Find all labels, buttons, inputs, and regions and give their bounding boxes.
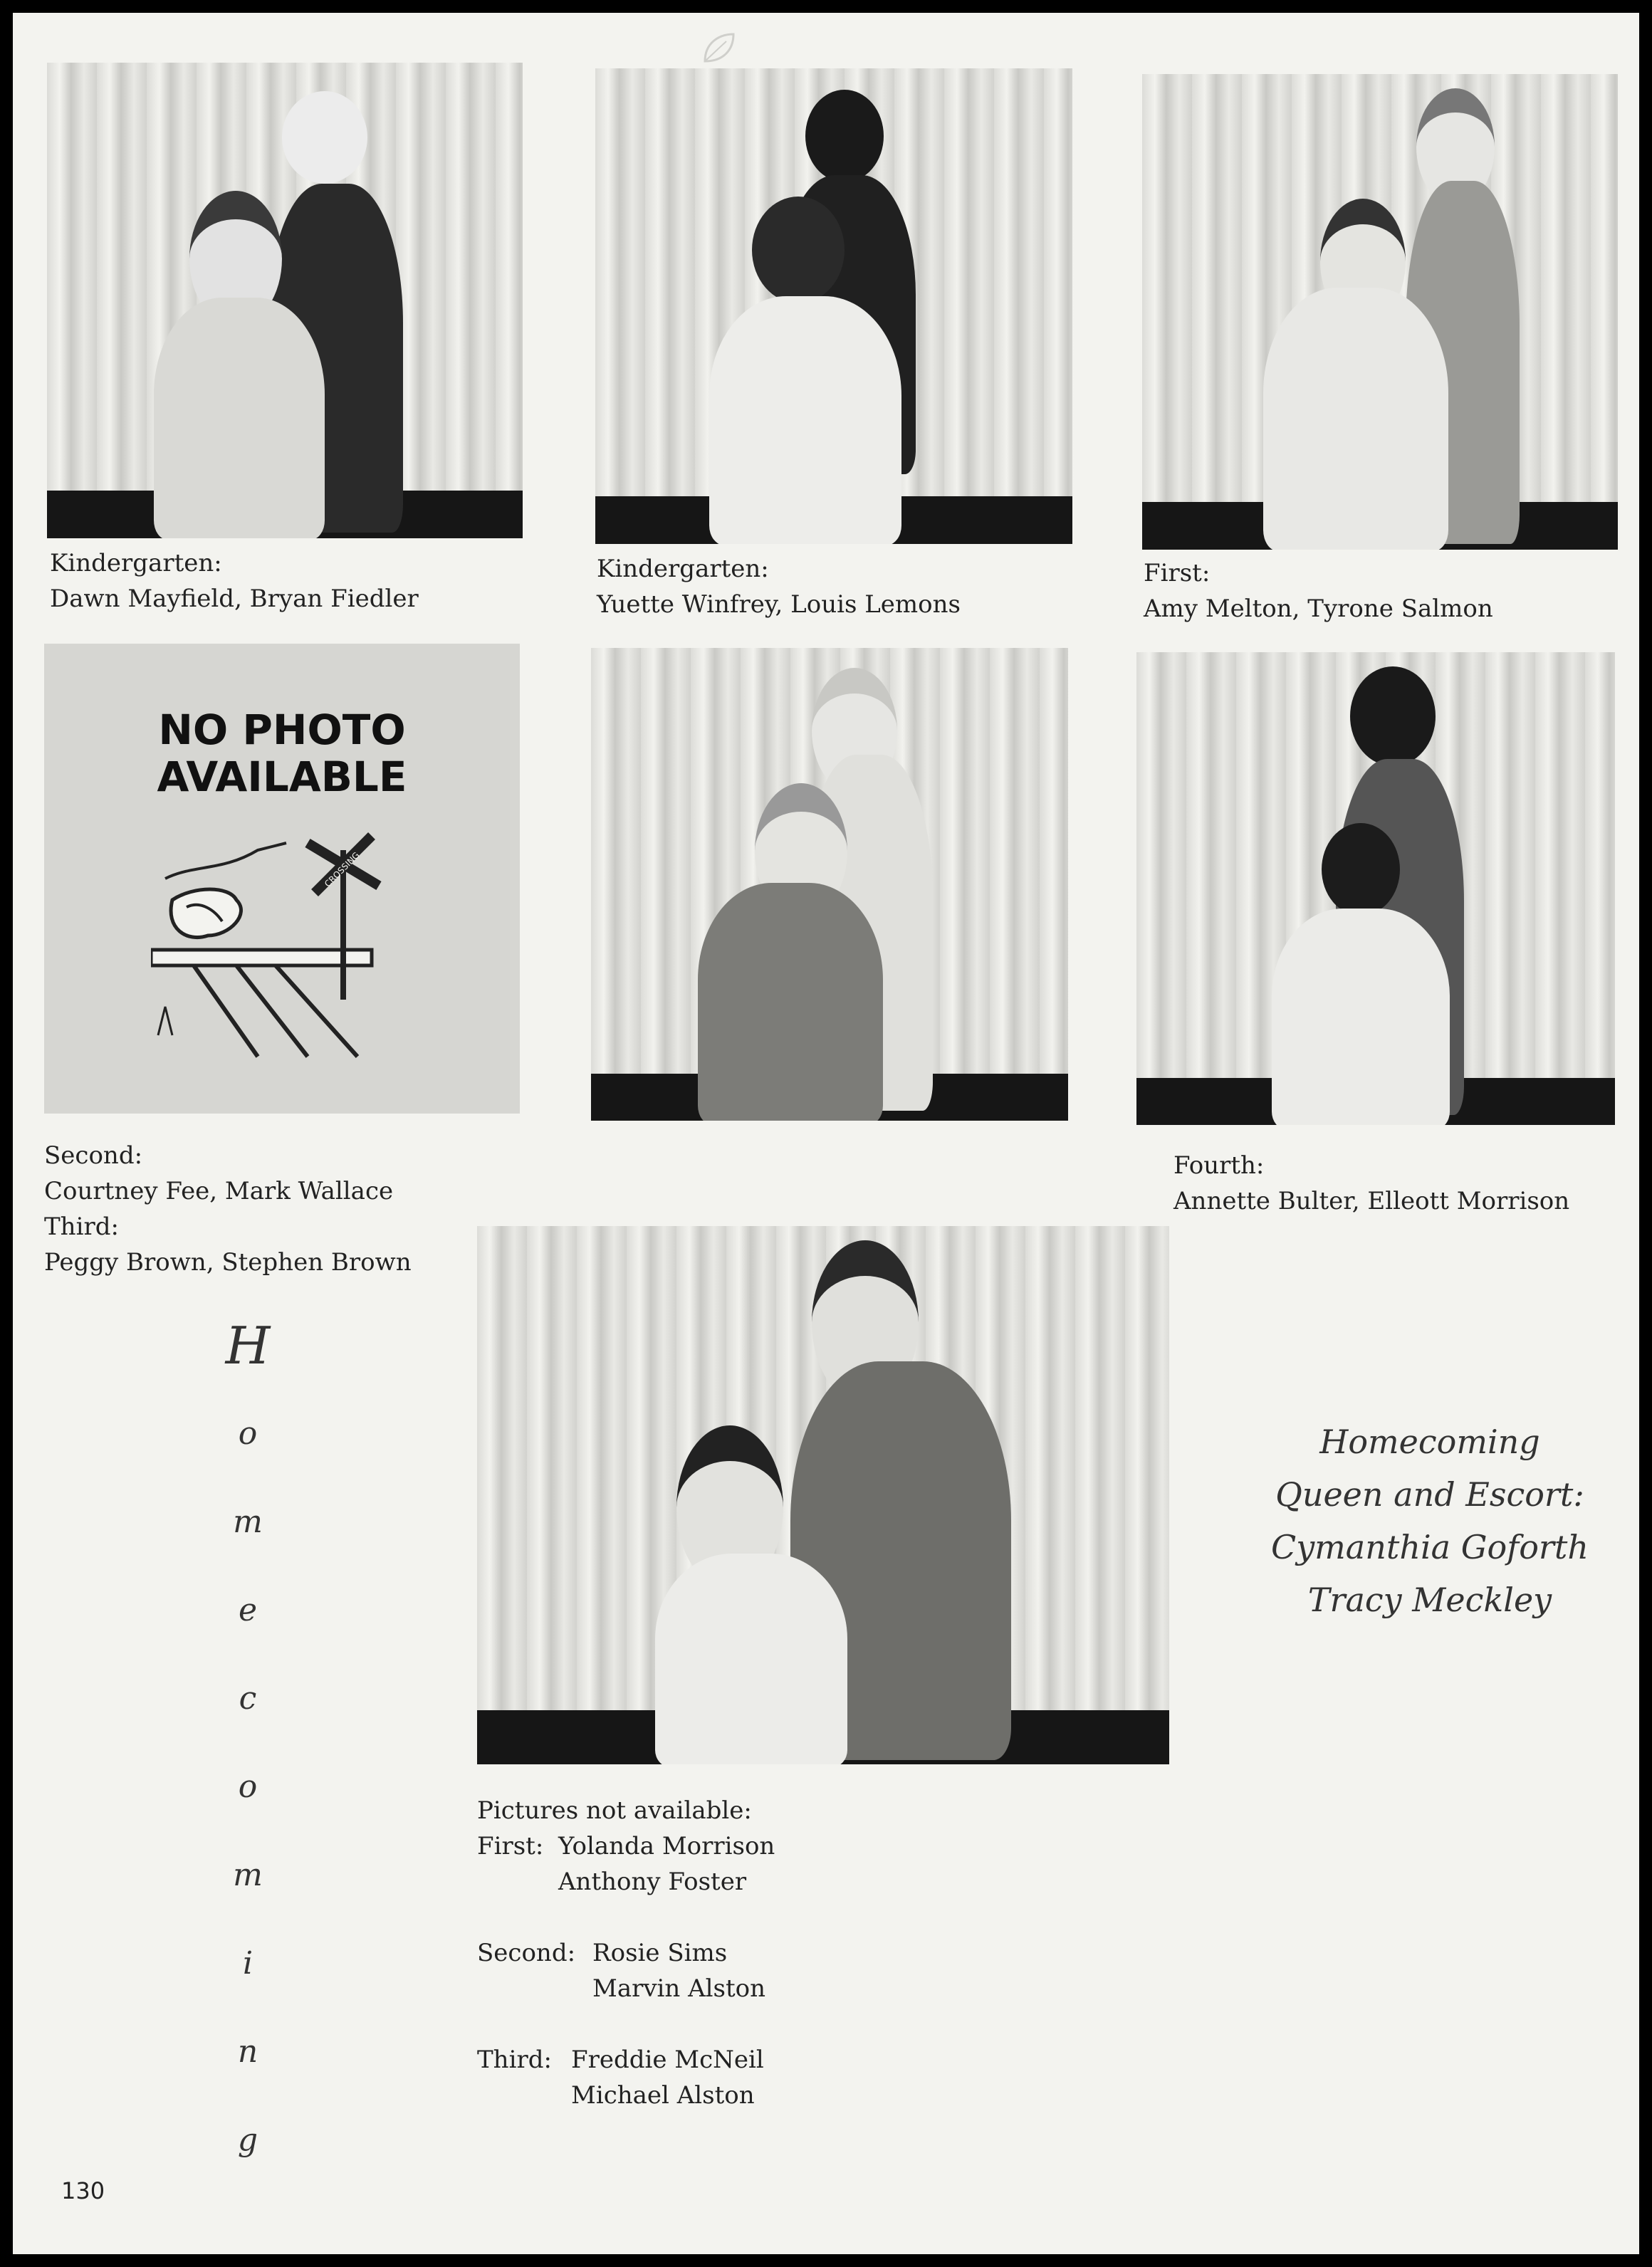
vertical-letter: H xyxy=(225,1316,271,1376)
yearbook-page xyxy=(13,13,1639,2254)
caption-grade-kindergarten-1: Kindergarten: xyxy=(50,549,222,577)
caption-names-kindergarten-2: Yuette Winfrey, Louis Lemons xyxy=(597,590,961,619)
not-available-first-name2: Anthony Foster xyxy=(558,1868,747,1896)
not-available-heading: Pictures not available: xyxy=(477,1796,752,1825)
not-available-second-name2: Marvin Alston xyxy=(592,1974,766,2003)
not-available-third-name2: Michael Alston xyxy=(571,2081,755,2110)
vertical-letter: n xyxy=(237,2033,258,2070)
vertical-letter: m xyxy=(233,1857,263,1893)
no-photo-title: NO PHOTO AVAILABLE xyxy=(157,706,407,801)
photo-third-grade xyxy=(591,648,1068,1121)
caption-grade-third: Third: xyxy=(44,1213,119,1241)
caption-names-fourth: Annette Bulter, Elleott Morrison xyxy=(1173,1187,1570,1215)
vertical-letter: i xyxy=(242,1945,253,1981)
vertical-letter: m xyxy=(233,1504,263,1540)
vertical-letter: c xyxy=(239,1680,257,1717)
photo-homecoming-queen-escort xyxy=(477,1226,1169,1764)
not-available-second-label: Second: xyxy=(477,1939,576,1967)
vertical-letter: g xyxy=(237,2122,258,2158)
photo-first-grade xyxy=(1142,74,1618,550)
crossing-sign-text: CROSSING xyxy=(323,850,362,889)
caption-names-first: Amy Melton, Tyrone Salmon xyxy=(1144,595,1493,623)
caption-grade-second: Second: xyxy=(44,1141,143,1170)
caption-names-third: Peggy Brown, Stephen Brown xyxy=(44,1248,412,1277)
page-number: 130 xyxy=(61,2177,105,2204)
not-available-third-label: Third: xyxy=(477,2046,552,2074)
homecoming-caption: Homecoming Queen and Escort: Cymanthia Goforth Tracy Meckley xyxy=(1271,1423,1589,1619)
photo-fourth-grade xyxy=(1136,652,1615,1125)
leaf-icon xyxy=(698,28,738,68)
not-available-first-label: First: xyxy=(477,1832,544,1860)
caption-grade-kindergarten-2: Kindergarten: xyxy=(597,555,769,583)
vertical-letter: o xyxy=(238,1415,258,1452)
not-available-first-name1: Yolanda Morrison xyxy=(558,1832,775,1860)
caption-grade-fourth: Fourth: xyxy=(1173,1151,1265,1180)
vertical-letter: o xyxy=(238,1769,258,1805)
not-available-second-name1: Rosie Sims xyxy=(592,1939,728,1967)
photo-kindergarten-2 xyxy=(595,68,1072,544)
vertical-homecoming-word xyxy=(219,1302,276,2184)
vertical-letter: e xyxy=(238,1592,258,1628)
caption-names-second: Courtney Fee, Mark Wallace xyxy=(44,1177,394,1205)
not-available-third-name1: Freddie McNeil xyxy=(571,2046,764,2074)
caption-grade-first: First: xyxy=(1144,559,1211,587)
no-photo-placeholder xyxy=(44,644,520,1114)
railroad-crossing-illustration xyxy=(151,822,393,1064)
photo-kindergarten-1 xyxy=(47,63,523,538)
caption-names-kindergarten-1: Dawn Mayfield, Bryan Fiedler xyxy=(50,585,419,613)
